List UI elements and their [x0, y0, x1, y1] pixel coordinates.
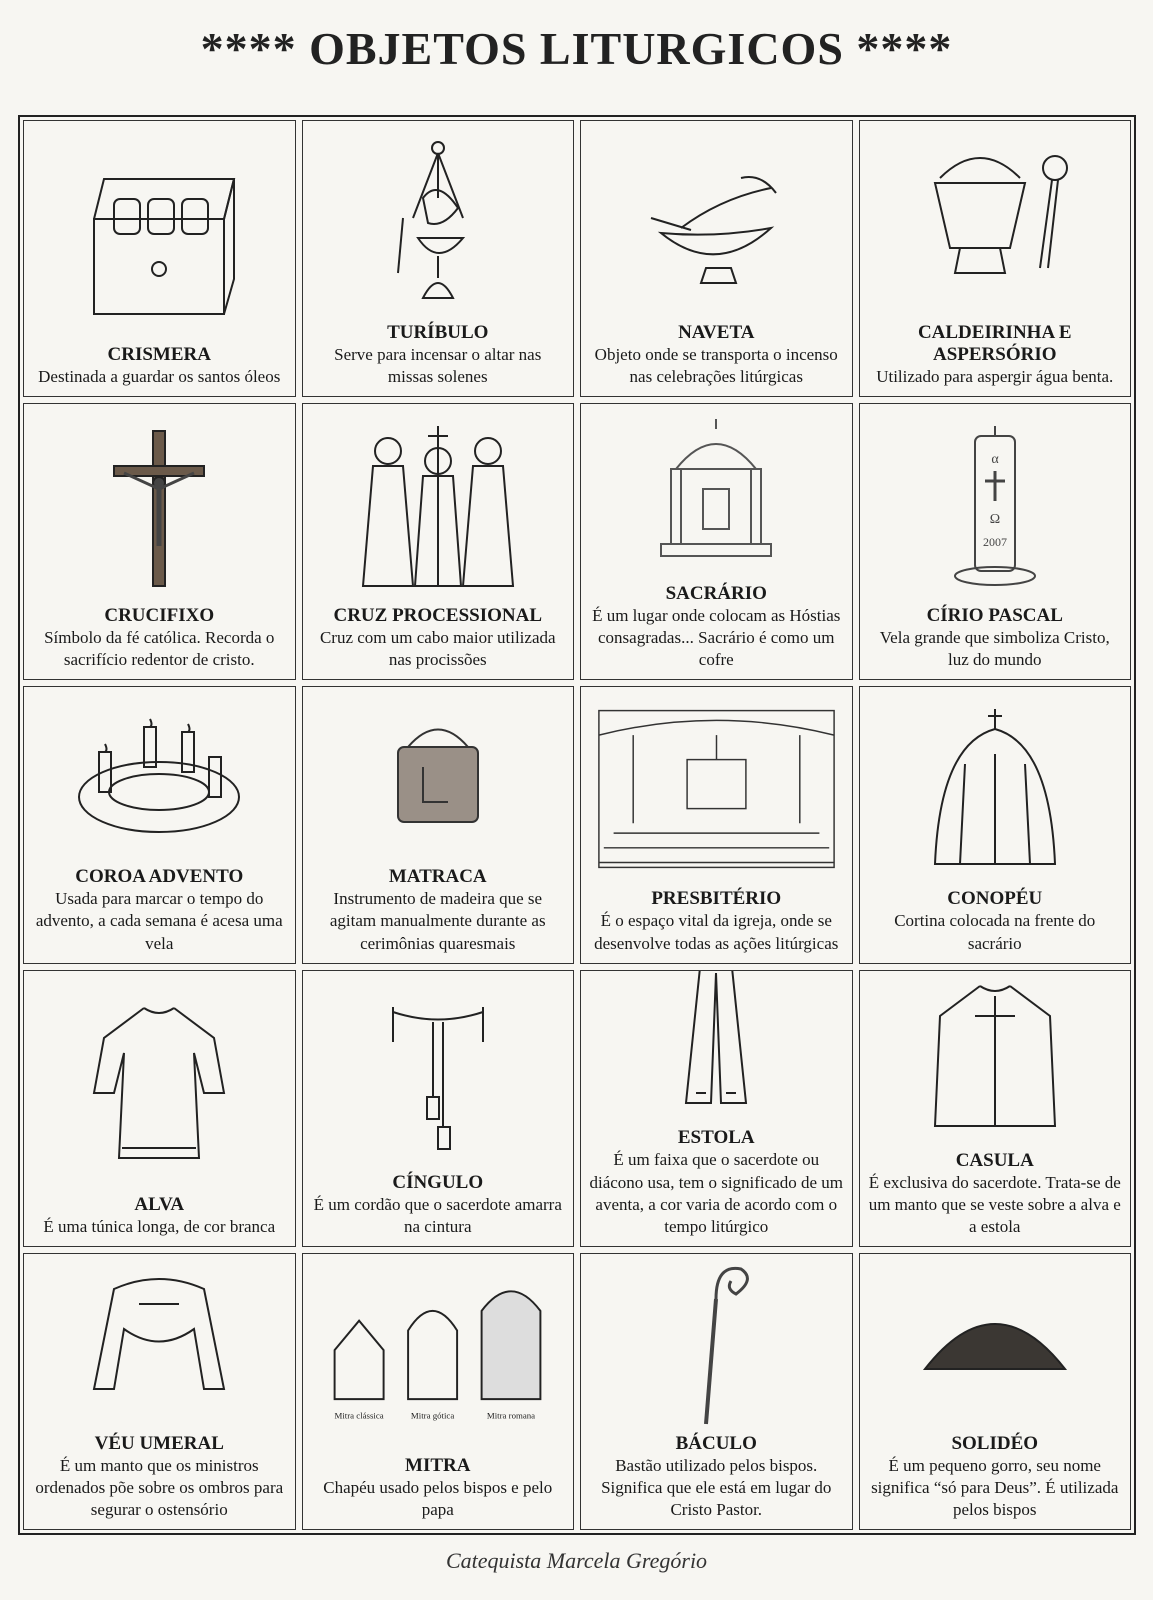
turibulo-illustration	[311, 127, 566, 318]
naveta-illustration	[589, 127, 844, 318]
item-name: CASULA	[955, 1149, 1034, 1171]
item-description: É um pequeno gorro, seu nome significa “só para Deus”. É utilizada pelos bispos	[871, 1455, 1119, 1519]
matraca-illustration	[311, 692, 566, 862]
item-description: Serve para incensar o altar nas missas solenes	[334, 345, 542, 387]
estola-illustration	[589, 970, 844, 1124]
cingulo-illustration	[311, 977, 566, 1168]
item-name: CRUCIFIXO	[104, 605, 215, 627]
caldeirinha-illustration	[868, 127, 1123, 318]
item-name: CÍNGULO	[392, 1171, 484, 1193]
item-description: É exclusiva do sacerdote. Trata-se de um manto que se veste sobre a alva e a estola	[868, 1172, 1121, 1236]
item-description: É uma túnica longa, de cor branca	[43, 1216, 276, 1236]
item-description: É um cordão que o sacerdote amarra na cintura	[313, 1194, 562, 1236]
item-name: CRISMERA	[107, 344, 211, 366]
item-name: CONOPÉU	[947, 888, 1043, 910]
item-casula	[859, 970, 1132, 1247]
item-name: MITRA	[405, 1454, 471, 1476]
item-name: NAVETA	[678, 322, 755, 343]
page-title: **** OBJETOS LITURGICOS ****	[200, 23, 953, 74]
item-name: CALDEIRINHA E ASPERSÓRIO	[917, 322, 1072, 366]
alva-illustration	[32, 977, 287, 1190]
mitra-caption: Mitra romana	[487, 1410, 536, 1421]
item-description: Símbolo da fé católica. Recorda o sacrifício redentor de cristo.	[44, 628, 275, 670]
crucifixo-illustration	[32, 410, 287, 601]
item-description: Utilizado para aspergir água benta.	[876, 367, 1114, 387]
coroa-illustration	[32, 692, 287, 862]
item-description: Destinada a guardar os santos óleos	[38, 367, 281, 387]
sacrario-illustration	[589, 409, 844, 579]
objects-grid	[18, 115, 1136, 1535]
item-name: COROA ADVENTO	[75, 866, 244, 888]
veu-umeral-illustration	[32, 1259, 287, 1429]
item-caldeirinha	[859, 120, 1132, 397]
item-turibulo	[302, 120, 575, 397]
item-name: ESTOLA	[677, 1127, 755, 1149]
item-alva	[23, 970, 296, 1247]
item-name: BÁCULO	[675, 1432, 757, 1454]
item-baculo	[580, 1253, 853, 1530]
item-mitra	[302, 1253, 575, 1530]
item-cirio-pascal	[859, 403, 1132, 680]
item-description: Objeto onde se transporta o incenso nas celebrações litúrgicas	[594, 345, 838, 387]
casula-illustration	[868, 976, 1123, 1146]
item-matraca	[302, 686, 575, 963]
item-naveta	[580, 120, 853, 397]
item-description: Chapéu usado pelos bispos e pelo papa	[323, 1477, 553, 1519]
item-coroa-advento	[23, 686, 296, 963]
cirio-illustration	[868, 410, 1123, 601]
item-description: É um lugar onde colocam as Hóstias consagradas... Sacrário é como um cofre	[592, 606, 841, 670]
item-description: Instrumento de madeira que se agitam manualmente durante as cerimônias quaresmais	[329, 889, 546, 953]
item-name: PRESBITÉRIO	[651, 888, 782, 910]
item-cingulo	[302, 970, 575, 1247]
item-name: SACRÁRIO	[665, 583, 767, 605]
item-description: Vela grande que simboliza Cristo, luz do mundo	[879, 628, 1110, 670]
mitra-caption: Mitra clássica	[334, 1410, 384, 1421]
item-name: CRUZ PROCESSIONAL	[333, 605, 542, 627]
item-description: É o espaço vital da igreja, onde se desenvolve todas as ações litúrgicas	[594, 911, 839, 953]
item-description: É um faixa que o sacerdote ou diácono usa, tem o significado de um aventa, a cor varia de acordo com o tempo litúrgico	[589, 1150, 844, 1236]
item-description: Cortina colocada na frente do sacrário	[894, 911, 1096, 953]
item-description: Usada para marcar o tempo do advento, a cada semana é acesa uma vela	[35, 889, 283, 953]
cirio-alpha: α	[991, 451, 999, 467]
item-veu-umeral	[23, 1253, 296, 1530]
item-estola	[580, 970, 853, 1247]
item-name: TURÍBULO	[387, 322, 489, 343]
crismera-illustration	[32, 127, 287, 340]
presbiterio-illustration	[589, 693, 844, 884]
conopeu-illustration	[868, 693, 1123, 884]
item-conopeu	[859, 686, 1132, 963]
item-name: MATRACA	[388, 866, 487, 888]
item-name: ALVA	[134, 1193, 185, 1215]
item-description: Cruz com um cabo maior utilizada nas procissões	[319, 628, 556, 670]
cruz-processional-illustration	[311, 410, 566, 601]
item-sacrario	[580, 403, 853, 680]
mitra-illustration	[311, 1260, 566, 1451]
item-crismera	[23, 120, 296, 397]
item-name: CÍRIO PASCAL	[926, 605, 1063, 627]
item-solideo	[859, 1253, 1132, 1530]
baculo-illustration	[589, 1259, 844, 1429]
item-name: VÉU UMERAL	[94, 1432, 224, 1454]
item-description: Bastão utilizado pelos bispos. Significa que ele está em lugar do Cristo Pastor.	[601, 1455, 832, 1519]
item-description: É um manto que os ministros ordenados põe sobre os ombros para segurar o ostensório	[35, 1455, 284, 1519]
item-cruz-processional	[302, 403, 575, 680]
item-name: SOLIDÉO	[951, 1432, 1039, 1454]
cirio-omega: Ω	[989, 511, 1000, 527]
cirio-year: 2007	[982, 534, 1007, 549]
mitra-caption: Mitra gótica	[411, 1410, 455, 1421]
solideo-illustration	[868, 1259, 1123, 1429]
author-signature: Catequista Marcela Gregório	[445, 1548, 708, 1573]
item-presbiterio	[580, 686, 853, 963]
item-crucifixo	[23, 403, 296, 680]
